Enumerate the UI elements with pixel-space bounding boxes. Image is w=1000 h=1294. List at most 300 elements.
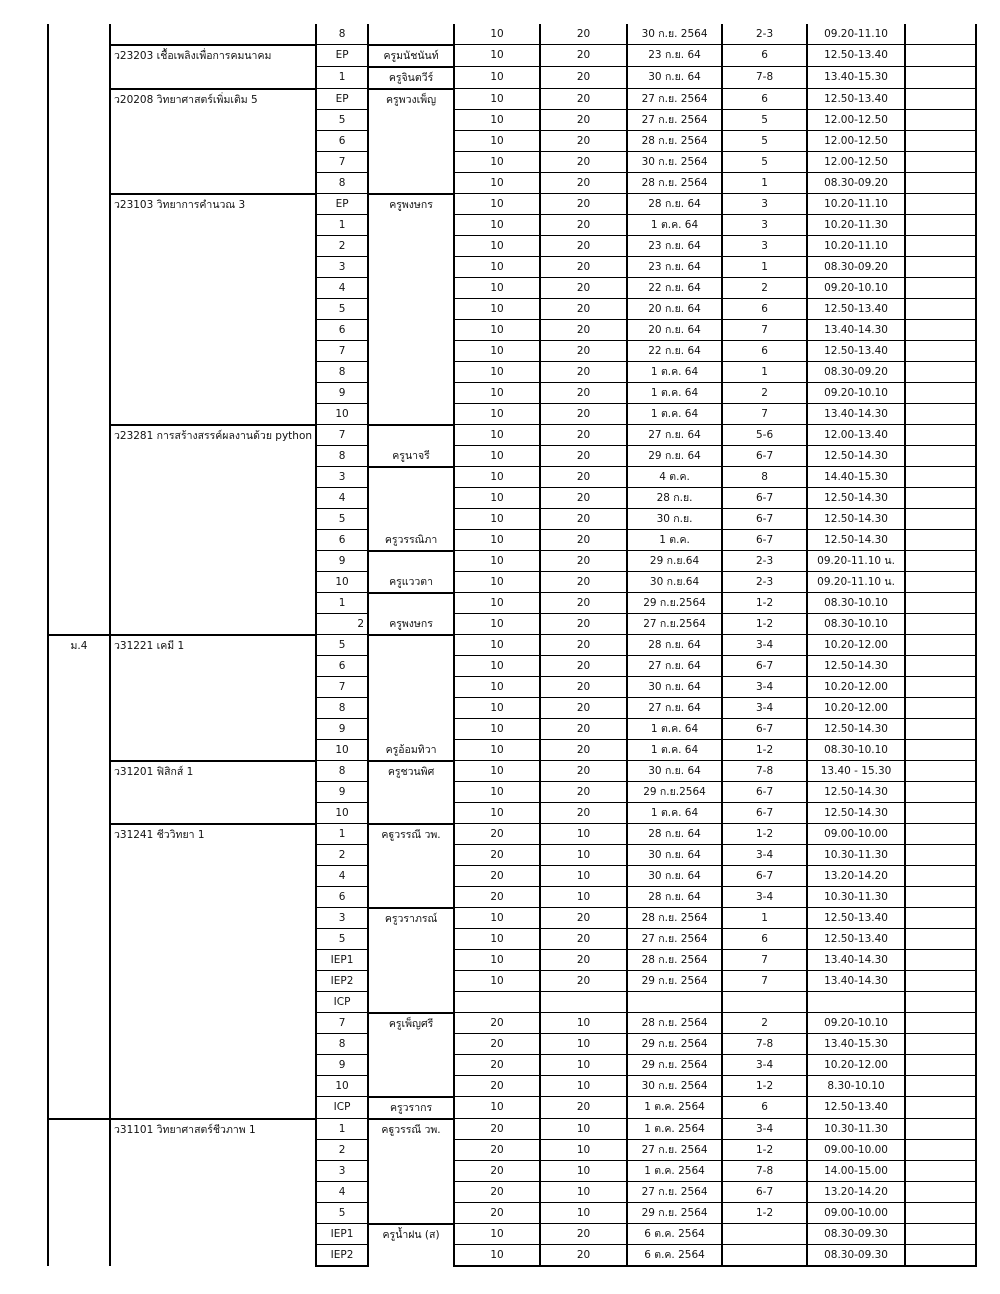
time-cell: 12.50-13.40: [807, 45, 905, 67]
count-a-cell: 10: [454, 383, 540, 404]
count-a-cell: 10: [454, 698, 540, 719]
count-b-cell: 10: [540, 1119, 627, 1140]
period-cell: 6-7: [722, 509, 807, 530]
exam-date-cell: 28 ก.ย. 2564: [627, 131, 722, 152]
exam-date-cell: 1 ต.ค. 64: [627, 719, 722, 740]
exam-date-cell: 28 ก.ย. 2564: [627, 173, 722, 194]
note-cell: [905, 173, 976, 194]
count-b-cell: 20: [540, 950, 627, 971]
time-cell: 14.40-15.30: [807, 467, 905, 488]
exam-date-cell: 29 ก.ย. 2564: [627, 1055, 722, 1076]
exam-schedule-table: [47, 24, 977, 1267]
period-cell: 6-7: [722, 803, 807, 824]
exam-date-cell: 29 ก.ย. 2564: [627, 1203, 722, 1224]
period-cell: 7-8: [722, 761, 807, 782]
note-cell: [905, 824, 976, 845]
time-cell: 12.50-14.30: [807, 656, 905, 677]
time-cell: 10.30-11.30: [807, 887, 905, 908]
note-cell: [905, 950, 976, 971]
exam-date-cell: 28 ก.ย. 2564: [627, 1013, 722, 1034]
section-cell: 3: [316, 467, 368, 488]
note-cell: [905, 152, 976, 173]
count-b-cell: 20: [540, 551, 627, 572]
period-cell: 6: [722, 929, 807, 950]
note-cell: [905, 740, 976, 761]
count-b-cell: 20: [540, 89, 627, 110]
count-b-cell: 20: [540, 698, 627, 719]
period-cell: 5: [722, 131, 807, 152]
count-a-cell: 10: [454, 1097, 540, 1119]
exam-date-cell: 27 ก.ย. 2564: [627, 1182, 722, 1203]
time-cell: 12.00-12.50: [807, 110, 905, 131]
section-cell: ICP: [316, 1097, 368, 1119]
count-b-cell: 10: [540, 1203, 627, 1224]
count-b-cell: 10: [540, 1034, 627, 1055]
note-cell: [905, 1055, 976, 1076]
period-cell: 3-4: [722, 1119, 807, 1140]
count-a-cell: 10: [454, 341, 540, 362]
exam-date-cell: 23 ก.ย. 64: [627, 45, 722, 67]
note-cell: [905, 1140, 976, 1161]
period-cell: 2-3: [722, 24, 807, 45]
count-a-cell: 10: [454, 635, 540, 656]
section-cell: 1: [316, 215, 368, 236]
subject-cell: ว20208 วิทยาศาสตร์เพิ่มเติม 5: [110, 89, 316, 194]
time-cell: 10.20-12.00: [807, 698, 905, 719]
note-cell: [905, 404, 976, 425]
table-body: [48, 24, 976, 1266]
count-b-cell: 20: [540, 1224, 627, 1245]
exam-date-cell: 29 ก.ย. 2564: [627, 1034, 722, 1055]
time-cell: 12.00-13.40: [807, 425, 905, 446]
period-cell: 6-7: [722, 656, 807, 677]
period-cell: 6-7: [722, 866, 807, 887]
note-cell: [905, 698, 976, 719]
count-a-cell: 10: [454, 110, 540, 131]
teacher-cell: ครูอ้อมทิวา: [368, 635, 454, 761]
teacher-cell: ครูวราภรณ์: [368, 908, 454, 1013]
period-cell: 1: [722, 173, 807, 194]
count-a-cell: 10: [454, 677, 540, 698]
teacher-cell: คฐูวรรณี วพ.: [368, 1119, 454, 1224]
subject-cell: ว31221 เคมี 1: [110, 635, 316, 761]
note-cell: [905, 719, 976, 740]
period-cell: 3: [722, 215, 807, 236]
time-cell: 14.00-15.00: [807, 1161, 905, 1182]
count-a-cell: 10: [454, 740, 540, 761]
time-cell: [807, 992, 905, 1013]
table-row: [48, 89, 976, 110]
count-b-cell: 20: [540, 173, 627, 194]
time-cell: 08.30-10.10: [807, 593, 905, 614]
section-cell: ICP: [316, 992, 368, 1013]
count-b-cell: 20: [540, 45, 627, 67]
count-a-cell: 10: [454, 572, 540, 593]
time-cell: 08.30-10.10: [807, 614, 905, 635]
section-cell: EP: [316, 194, 368, 215]
count-b-cell: 20: [540, 740, 627, 761]
time-cell: 09.00-10.00: [807, 824, 905, 845]
count-b-cell: 20: [540, 572, 627, 593]
note-cell: [905, 572, 976, 593]
time-cell: 12.50-13.40: [807, 1097, 905, 1119]
teacher-cell: ครูจินตวีร์: [368, 67, 454, 89]
exam-date-cell: 1 ต.ค. 2564: [627, 1161, 722, 1182]
section-cell: 1: [316, 67, 368, 89]
exam-date-cell: 1 ต.ค. 64: [627, 740, 722, 761]
note-cell: [905, 509, 976, 530]
note-cell: [905, 1182, 976, 1203]
period-cell: 1-2: [722, 1140, 807, 1161]
period-cell: 6: [722, 1097, 807, 1119]
note-cell: [905, 467, 976, 488]
count-a-cell: [454, 992, 540, 1013]
period-cell: 6: [722, 89, 807, 110]
period-cell: 6: [722, 341, 807, 362]
time-cell: 12.50-14.30: [807, 803, 905, 824]
count-b-cell: 20: [540, 131, 627, 152]
period-cell: 1-2: [722, 740, 807, 761]
count-a-cell: 20: [454, 845, 540, 866]
exam-date-cell: 1 ต.ค. 2564: [627, 1119, 722, 1140]
section-cell: 1: [316, 593, 368, 614]
count-a-cell: 10: [454, 656, 540, 677]
exam-date-cell: 27 ก.ย. 2564: [627, 110, 722, 131]
period-cell: 6-7: [722, 782, 807, 803]
exam-date-cell: 30 ก.ย. 64: [627, 761, 722, 782]
period-cell: 6-7: [722, 488, 807, 509]
period-cell: 1-2: [722, 824, 807, 845]
note-cell: [905, 1034, 976, 1055]
count-b-cell: 10: [540, 1161, 627, 1182]
count-a-cell: 10: [454, 320, 540, 341]
note-cell: [905, 908, 976, 929]
count-a-cell: 10: [454, 551, 540, 572]
count-a-cell: 10: [454, 1245, 540, 1267]
count-a-cell: 10: [454, 530, 540, 551]
count-a-cell: 20: [454, 866, 540, 887]
count-a-cell: 20: [454, 1182, 540, 1203]
section-cell: 3: [316, 257, 368, 278]
count-a-cell: 20: [454, 1161, 540, 1182]
note-cell: [905, 1097, 976, 1119]
count-a-cell: 10: [454, 236, 540, 257]
note-cell: [905, 341, 976, 362]
teacher-cell: [368, 24, 454, 45]
time-cell: 12.00-12.50: [807, 152, 905, 173]
exam-date-cell: 30 ก.ย. 64: [627, 866, 722, 887]
period-cell: 1-2: [722, 1203, 807, 1224]
count-a-cell: 10: [454, 446, 540, 467]
time-cell: 08.30-10.10: [807, 740, 905, 761]
teacher-cell: คฐูวรรณี วพ.: [368, 824, 454, 908]
note-cell: [905, 887, 976, 908]
section-cell: 7: [316, 152, 368, 173]
time-cell: 13.40 - 15.30: [807, 761, 905, 782]
section-cell: 4: [316, 488, 368, 509]
count-b-cell: 20: [540, 110, 627, 131]
section-cell: 6: [316, 656, 368, 677]
subject-cell: ว31101 วิทยาศาสตร์ชีวภาพ 1: [110, 1119, 316, 1267]
count-a-cell: 10: [454, 45, 540, 67]
section-cell: 5: [316, 635, 368, 656]
note-cell: [905, 1076, 976, 1097]
note-cell: [905, 992, 976, 1013]
count-b-cell: 20: [540, 1097, 627, 1119]
exam-date-cell: 30 ก.ย. 64: [627, 845, 722, 866]
exam-date-cell: 30 ก.ย.64: [627, 572, 722, 593]
note-cell: [905, 677, 976, 698]
note-cell: [905, 845, 976, 866]
section-cell: IEP1: [316, 1224, 368, 1245]
count-b-cell: 20: [540, 635, 627, 656]
period-cell: 2: [722, 383, 807, 404]
section-cell: 8: [316, 698, 368, 719]
count-a-cell: 10: [454, 488, 540, 509]
exam-date-cell: 1 ต.ค.: [627, 530, 722, 551]
teacher-cell: ครูพงษกร: [368, 593, 454, 635]
count-a-cell: 10: [454, 215, 540, 236]
section-cell: 7: [316, 341, 368, 362]
note-cell: [905, 761, 976, 782]
section-cell: 2: [316, 236, 368, 257]
count-b-cell: 20: [540, 194, 627, 215]
count-a-cell: 10: [454, 908, 540, 929]
exam-date-cell: 6 ต.ค. 2564: [627, 1245, 722, 1267]
section-cell: 1: [316, 1119, 368, 1140]
section-cell: 6: [316, 131, 368, 152]
teacher-cell: ครูชวนพิศ: [368, 761, 454, 824]
count-b-cell: 10: [540, 824, 627, 845]
count-a-cell: 20: [454, 1119, 540, 1140]
section-cell: 5: [316, 509, 368, 530]
section-cell: 10: [316, 740, 368, 761]
count-b-cell: [540, 992, 627, 1013]
period-cell: 5: [722, 110, 807, 131]
note-cell: [905, 551, 976, 572]
count-b-cell: 20: [540, 67, 627, 89]
count-a-cell: 10: [454, 425, 540, 446]
period-cell: 1-2: [722, 614, 807, 635]
section-cell: 4: [316, 866, 368, 887]
count-b-cell: 20: [540, 215, 627, 236]
exam-date-cell: 27 ก.ย. 2564: [627, 929, 722, 950]
exam-date-cell: 28 ก.ย. 64: [627, 635, 722, 656]
exam-date-cell: 27 ก.ย.2564: [627, 614, 722, 635]
count-b-cell: 20: [540, 593, 627, 614]
time-cell: 13.40-15.30: [807, 1034, 905, 1055]
time-cell: 09.00-10.00: [807, 1140, 905, 1161]
note-cell: [905, 530, 976, 551]
count-a-cell: 20: [454, 1203, 540, 1224]
section-cell: 7: [316, 677, 368, 698]
time-cell: 08.30-09.20: [807, 173, 905, 194]
period-cell: 5: [722, 152, 807, 173]
section-cell: 6: [316, 887, 368, 908]
count-b-cell: 20: [540, 614, 627, 635]
period-cell: 7: [722, 950, 807, 971]
count-b-cell: 20: [540, 761, 627, 782]
time-cell: 09.20-11.10 น.: [807, 551, 905, 572]
count-a-cell: 20: [454, 1076, 540, 1097]
teacher-cell: ครูนาจรี: [368, 425, 454, 467]
time-cell: 12.50-14.30: [807, 488, 905, 509]
count-a-cell: 10: [454, 971, 540, 992]
time-cell: 12.50-13.40: [807, 89, 905, 110]
period-cell: 1: [722, 908, 807, 929]
section-cell: 3: [316, 1161, 368, 1182]
note-cell: [905, 215, 976, 236]
period-cell: 3: [722, 194, 807, 215]
section-cell: 1: [316, 824, 368, 845]
count-a-cell: 10: [454, 257, 540, 278]
section-cell: IEP2: [316, 971, 368, 992]
time-cell: 08.30-09.30: [807, 1224, 905, 1245]
exam-date-cell: 30 ก.ย. 2564: [627, 24, 722, 45]
note-cell: [905, 1203, 976, 1224]
time-cell: 13.40-14.30: [807, 950, 905, 971]
count-a-cell: 10: [454, 719, 540, 740]
time-cell: 09.20-11.10: [807, 24, 905, 45]
count-b-cell: 20: [540, 677, 627, 698]
count-a-cell: 10: [454, 67, 540, 89]
exam-date-cell: 1 ต.ค. 64: [627, 383, 722, 404]
exam-date-cell: 1 ต.ค. 64: [627, 803, 722, 824]
count-b-cell: 20: [540, 656, 627, 677]
count-b-cell: 10: [540, 845, 627, 866]
teacher-cell: ครูพงษกร: [368, 194, 454, 425]
count-a-cell: 20: [454, 1055, 540, 1076]
subject-cell: ว23281 การสร้างสรรค์ผลงานด้วย python: [110, 425, 316, 635]
period-cell: 1-2: [722, 593, 807, 614]
exam-date-cell: 27 ก.ย. 64: [627, 656, 722, 677]
section-cell: 9: [316, 1055, 368, 1076]
time-cell: 10.30-11.30: [807, 1119, 905, 1140]
exam-date-cell: 27 ก.ย. 64: [627, 425, 722, 446]
exam-date-cell: 29 ก.ย. 2564: [627, 971, 722, 992]
count-a-cell: 20: [454, 1013, 540, 1034]
section-cell: 10: [316, 404, 368, 425]
section-cell: 2: [316, 845, 368, 866]
table-row: [48, 635, 976, 656]
table-row: [48, 824, 976, 845]
period-cell: 7-8: [722, 67, 807, 89]
time-cell: 12.50-13.40: [807, 908, 905, 929]
note-cell: [905, 425, 976, 446]
count-b-cell: 20: [540, 152, 627, 173]
period-cell: 2: [722, 278, 807, 299]
exam-date-cell: 30 ก.ย. 2564: [627, 152, 722, 173]
period-cell: 1-2: [722, 1076, 807, 1097]
exam-date-cell: 22 ก.ย. 64: [627, 341, 722, 362]
period-cell: 7: [722, 971, 807, 992]
period-cell: 3-4: [722, 1055, 807, 1076]
section-cell: 5: [316, 110, 368, 131]
section-cell: 2: [316, 1140, 368, 1161]
note-cell: [905, 866, 976, 887]
note-cell: [905, 320, 976, 341]
count-b-cell: 10: [540, 1182, 627, 1203]
period-cell: 5-6: [722, 425, 807, 446]
count-a-cell: 10: [454, 173, 540, 194]
count-b-cell: 10: [540, 866, 627, 887]
subject-cell: [110, 24, 316, 45]
note-cell: [905, 24, 976, 45]
note-cell: [905, 1161, 976, 1182]
time-cell: 13.20-14.20: [807, 866, 905, 887]
period-cell: 1: [722, 257, 807, 278]
count-a-cell: 10: [454, 614, 540, 635]
section-cell: 2: [316, 614, 368, 635]
teacher-cell: ครูน้ำฝน (ส): [368, 1224, 454, 1267]
exam-date-cell: 29 ก.ย.64: [627, 551, 722, 572]
section-cell: 5: [316, 299, 368, 320]
period-cell: 7-8: [722, 1161, 807, 1182]
count-b-cell: 20: [540, 467, 627, 488]
count-a-cell: 10: [454, 152, 540, 173]
count-b-cell: 20: [540, 530, 627, 551]
period-cell: 7: [722, 404, 807, 425]
time-cell: 09.20-10.10: [807, 1013, 905, 1034]
note-cell: [905, 131, 976, 152]
time-cell: 08.30-09.20: [807, 257, 905, 278]
table-row: [48, 1119, 976, 1140]
count-b-cell: 10: [540, 1140, 627, 1161]
section-cell: 8: [316, 761, 368, 782]
note-cell: [905, 446, 976, 467]
count-b-cell: 20: [540, 488, 627, 509]
note-cell: [905, 299, 976, 320]
time-cell: 12.50-13.40: [807, 341, 905, 362]
time-cell: 8.30-10.10: [807, 1076, 905, 1097]
count-b-cell: 20: [540, 425, 627, 446]
section-cell: 6: [316, 320, 368, 341]
count-a-cell: 20: [454, 887, 540, 908]
time-cell: 13.20-14.20: [807, 1182, 905, 1203]
exam-date-cell: 20 ก.ย. 64: [627, 320, 722, 341]
table-row: [48, 45, 976, 67]
count-b-cell: 20: [540, 1245, 627, 1267]
exam-date-cell: 30 ก.ย. 64: [627, 677, 722, 698]
exam-date-cell: 1 ต.ค. 64: [627, 404, 722, 425]
count-a-cell: 10: [454, 593, 540, 614]
note-cell: [905, 929, 976, 950]
section-cell: 8: [316, 362, 368, 383]
teacher-cell: ครูพวงเพ็ญ: [368, 89, 454, 194]
section-cell: 10: [316, 572, 368, 593]
teacher-cell: ครูวรากร: [368, 1097, 454, 1119]
exam-date-cell: 27 ก.ย. 2564: [627, 1140, 722, 1161]
time-cell: 10.20-11.30: [807, 215, 905, 236]
time-cell: 09.20-10.10: [807, 278, 905, 299]
period-cell: 6: [722, 299, 807, 320]
exam-date-cell: 28 ก.ย. 64: [627, 194, 722, 215]
teacher-cell: ครูเพ็ญศรี: [368, 1013, 454, 1097]
count-b-cell: 20: [540, 971, 627, 992]
count-b-cell: 20: [540, 782, 627, 803]
exam-date-cell: 28 ก.ย. 64: [627, 824, 722, 845]
note-cell: [905, 1013, 976, 1034]
exam-date-cell: 30 ก.ย.: [627, 509, 722, 530]
note-cell: [905, 257, 976, 278]
grade-level-cell: [48, 24, 110, 635]
period-cell: 3: [722, 236, 807, 257]
section-cell: 4: [316, 278, 368, 299]
subject-cell: ว23103 วิทยาการคำนวณ 3: [110, 194, 316, 425]
time-cell: 09.20-11.10 น.: [807, 572, 905, 593]
section-cell: 9: [316, 782, 368, 803]
count-a-cell: 10: [454, 24, 540, 45]
